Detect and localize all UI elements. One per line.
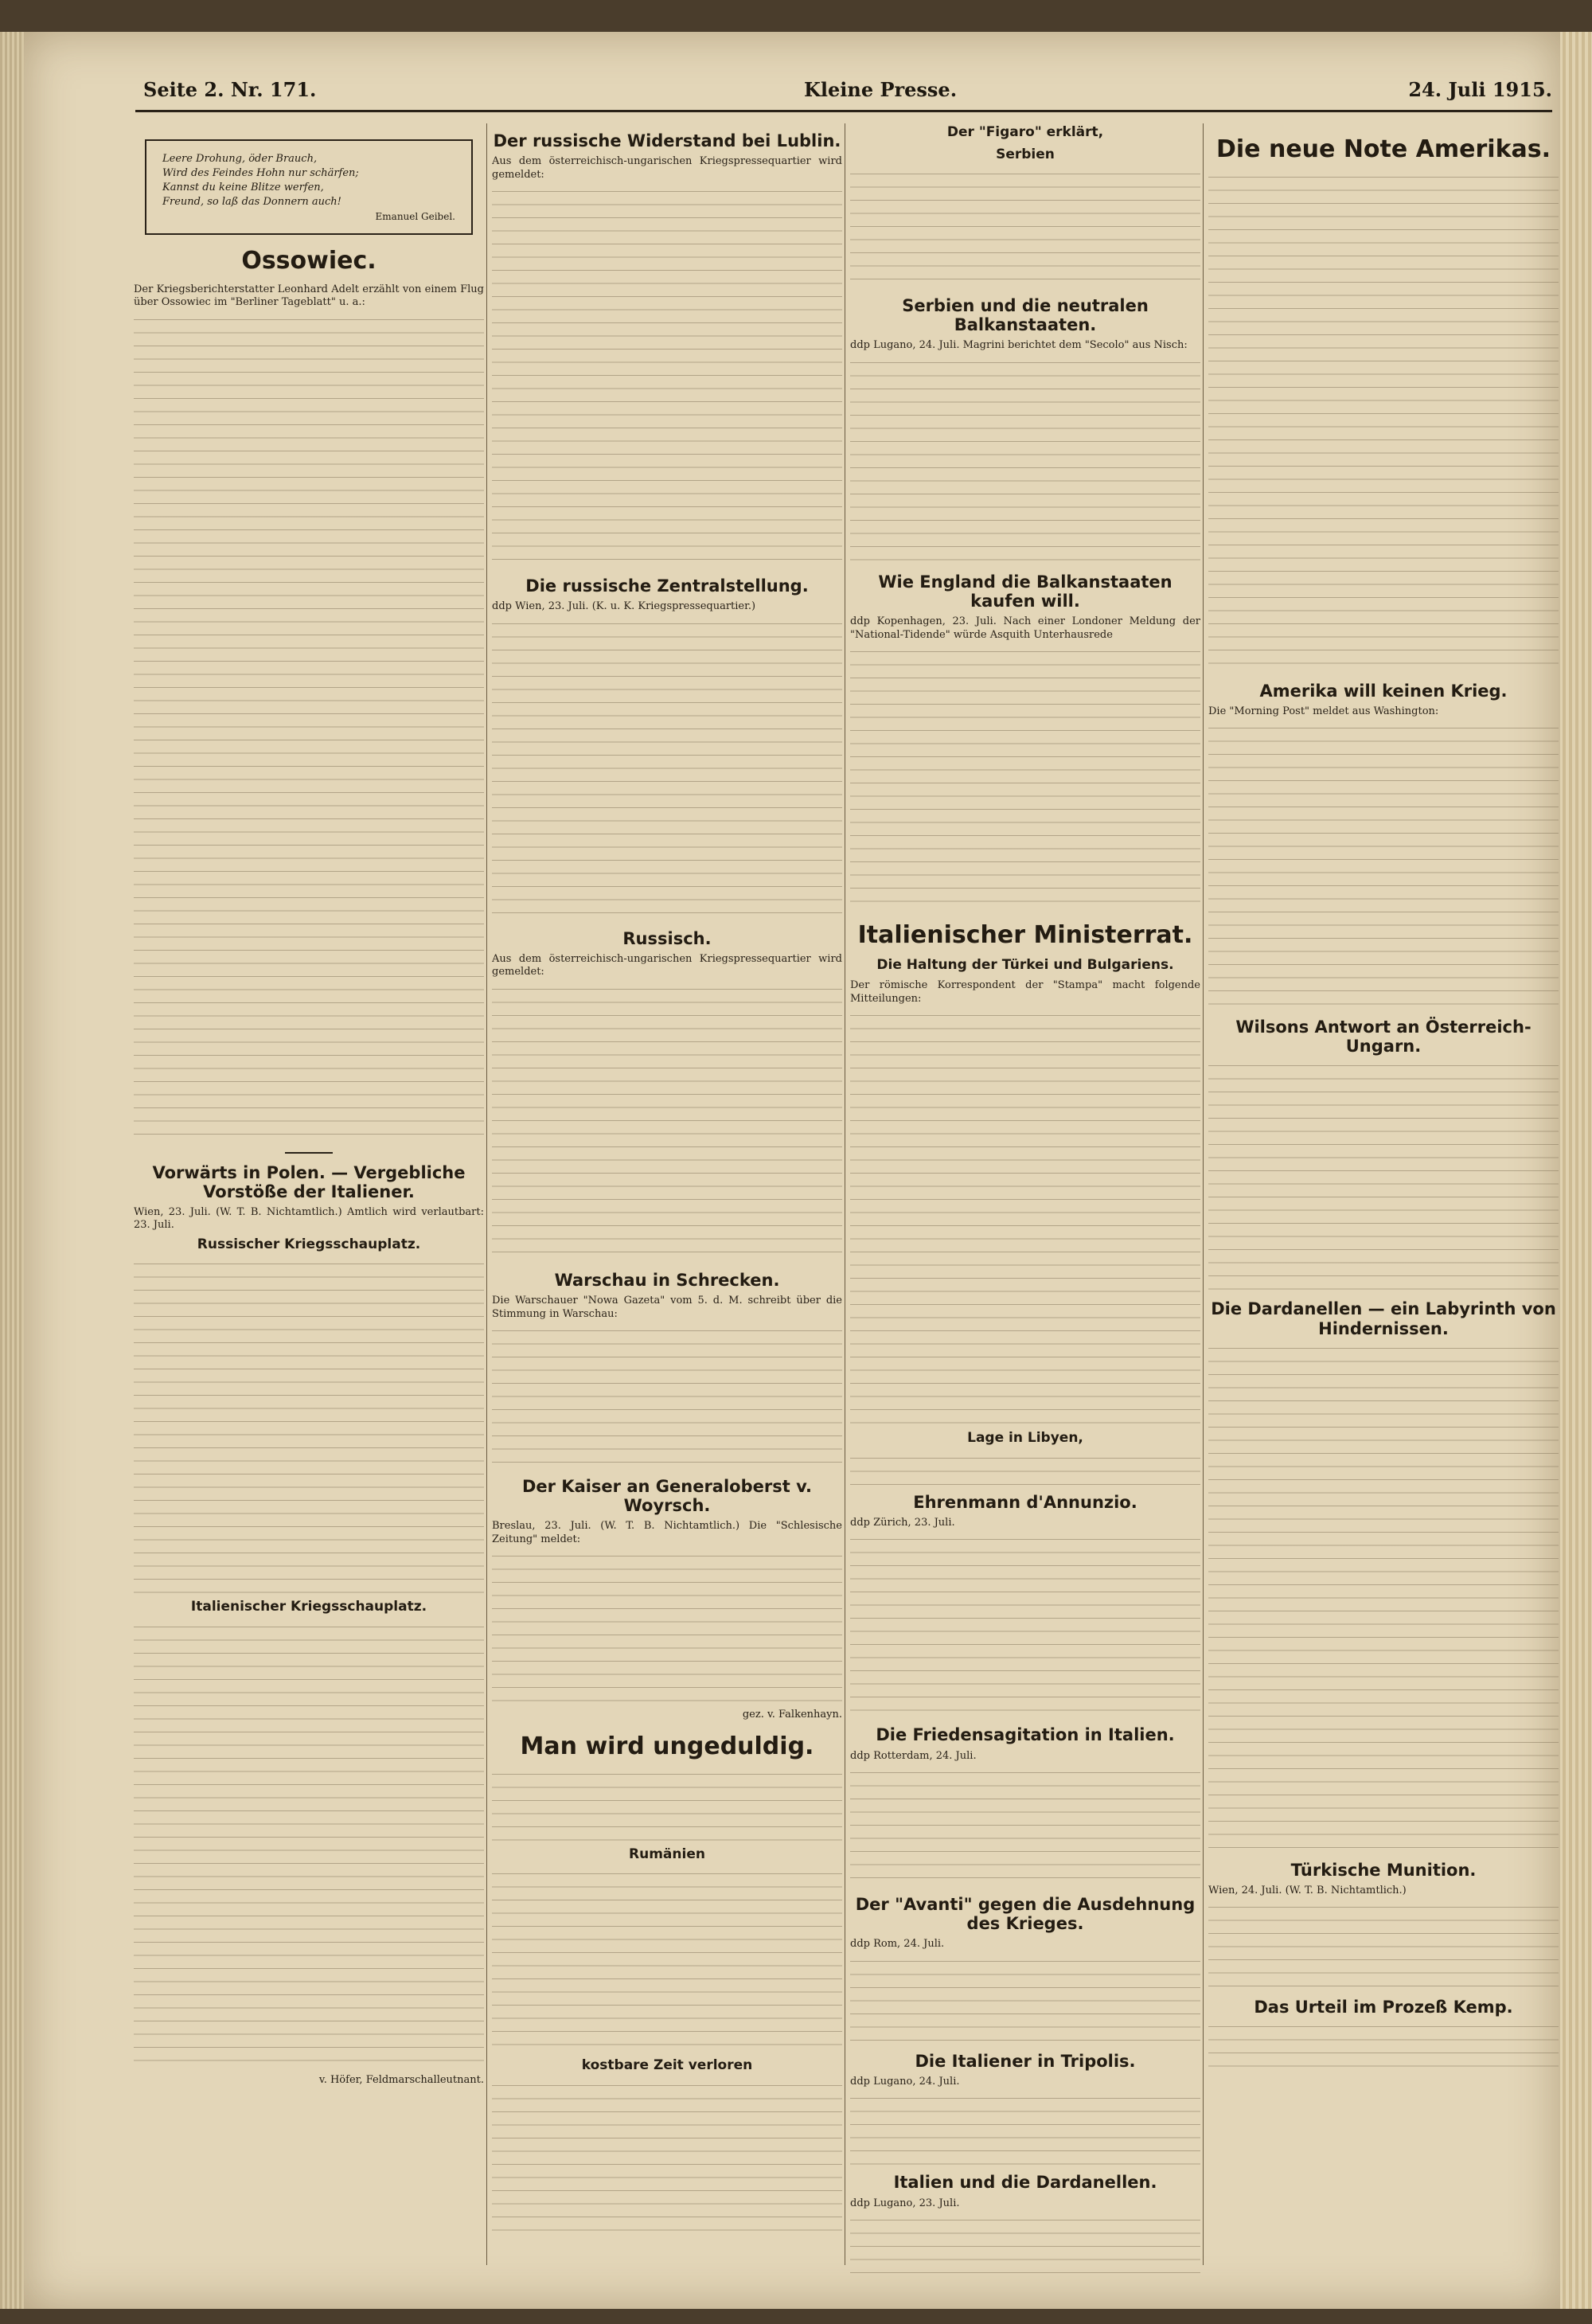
article-lead: Die Warschauer "Nowa Gazeta" vom 5. d. M. schreibt über die Stimmung in Warschau: [492,1295,842,1320]
article-dateline: ddp Rom, 24. Juli. [850,1938,945,1951]
article-lead: Der römische Korrespondent der "Stampa" macht folgende Mitteilungen: [850,979,1200,1005]
headline-ministerrat: Italienischer Ministerrat. [857,921,1193,950]
column-divider [486,123,487,2265]
headline-kein-krieg: Amerika will keinen Krieg. [1259,681,1508,701]
article-dateline: ddp Rotterdam, 24. Juli. [850,1749,977,1762]
masthead [143,78,1552,110]
article-dateline: ddp Lugano, 24. Juli. [850,2075,960,2088]
article-dateline: ddp Lugano, 24. Juli. Magrini berichtet dem "Secolo" aus Nisch: [850,339,1188,352]
article-body-text [850,2093,1200,2165]
subhead-serbien: Serbien [996,146,1055,162]
article-body-text [134,1259,484,1593]
article-body-text [1208,1060,1559,1291]
subhead-russischer-kriegsschauplatz: Russischer Kriegsschauplatz. [197,1236,421,1252]
signature: gez. v. Falkenhayn. [742,1709,842,1721]
article-body-text [1208,1343,1559,1853]
article-body-text [850,2215,1200,2273]
article-dateline: ddp Kopenhagen, 23. Juli. Nach einer Londoner Meldung der "National-Tidende" würde Asquith Unterhausrede [850,615,1200,641]
article-body-text [134,314,484,1142]
article-body-text [850,1453,1200,1485]
column-1 [134,123,484,2273]
headline-tripolis: Die Italiener in Tripolis. [915,2051,1136,2071]
column-2 [492,123,842,2273]
subhead-tuerkei-bulgarien: Die Haltung der Türkei und Bulgariens. [876,956,1174,973]
article-dateline: ddp Lugano, 23. Juli. [850,2197,960,2209]
headline-england: Wie England die Balkanstaaten kaufen will. [878,572,1173,611]
headline-zentralstellung: Die russische Zentralstellung. [525,576,809,596]
poem-line: Kannst du keine Blitze werfen, [162,182,324,193]
article-body-text [850,1956,1200,2044]
article-body-text [850,1010,1200,1424]
headline-note-amerikas: Die neue Note Amerikas. [1215,135,1551,163]
column-4 [1208,123,1559,2273]
article-body-text [492,619,842,921]
article-body-text [850,169,1200,288]
poem-line: Leere Drohung, öder Brauch, [162,153,318,165]
article-dateline: ddp Wien, 23. Juli. (K. u. K. Kriegspressequartier.) [492,600,756,613]
headline-wilson: Wilsons Antwort an Österreich-Ungarn. [1235,1017,1532,1057]
masthead-rule [135,110,1552,112]
headline-ossowiec: Ossowiec. [241,247,377,275]
subhead-kostbare-zeit: kostbare Zeit verloren [581,2057,753,2074]
article-body-text [850,646,1200,909]
article-body-text [850,357,1200,564]
column-divider [1203,123,1204,2265]
headline-russisch: Russisch. [622,928,712,948]
article-dateline: Wien, 23. Juli. (W. T. B. Nichtamtlich.) Amtlich wird verlautbart: 23. Juli. [134,1205,484,1232]
subhead-italienischer-kriegsschauplatz: Italienischer Kriegsschauplatz. [190,1599,427,1615]
headline-labyrinth: Die Dardanellen — ein Labyrinth von Hindernissen. [1211,1299,1556,1338]
article-body-text [492,186,842,568]
article-body-text [1208,723,1559,1010]
article-body-text [1208,2021,1559,2069]
article-lead: Aus dem österreichisch-ungarischen Kriegspressequartier wird gemeldet: [492,952,842,978]
headline-ungeduldig: Man wird ungeduldig. [520,1732,814,1761]
signature: v. Höfer, Feldmarschalleutnant. [318,2073,484,2086]
article-dateline: Breslau, 23. Juli. (W. T. B. Nichtamtlich.) Die "Schlesische Zeitung" meldet: [492,1520,842,1545]
separator-rule [285,1152,333,1154]
newspaper-title: Kleine Presse. [804,78,958,101]
article-body-text [492,1769,842,1841]
headline-avanti: Der "Avanti" gegen die Ausdehnung des Krieges. [855,1895,1196,1934]
subhead-rumaenien: Rumänien [629,1846,705,1862]
article-body-text [850,1534,1200,1717]
headline-dardanellen-italien: Italien und die Dardanellen. [893,2173,1157,2193]
poem-line: Wird des Feindes Hohn nur schärfen; [162,167,359,179]
poem-line: Freund, so laß das Donnern auch! [162,196,341,208]
article-lead: Die "Morning Post" meldet aus Washington: [1208,705,1439,717]
headline-kaiser: Der Kaiser an Generaloberst v. Woyrsch. [521,1477,813,1516]
next-page-edge-right [1556,32,1592,2309]
article-body-text [134,1622,484,2068]
article-body-text [492,2080,842,2240]
article-body-text [492,1326,842,1469]
article-body-text [1208,1902,1559,1990]
headline-polen: Vorwärts in Polen. — Vergebliche Vorstöße der Italiener. [152,1162,466,1201]
article-dateline: ddp Zürich, 23. Juli. [850,1516,955,1529]
headline-annunzio: Ehrenmann d'Annunzio. [913,1492,1137,1512]
article-body-text [1208,172,1559,674]
article-body-text [492,1869,842,2052]
headline-balkanstaaten: Serbien und die neutralen Balkanstaaten. [902,296,1149,335]
article-lead: Der Kriegsberichterstatter Leonhard Adelt erzählt von einem Flug über Ossowiec im "Berliner Tageblatt" u. a.: [134,283,484,308]
headline-tuerkische-munition: Türkische Munition. [1290,1860,1477,1880]
column-3 [850,123,1200,2273]
article-body-text [492,1551,842,1702]
headline-prozess-kemp: Das Urteil im Prozeß Kemp. [1254,1998,1513,2017]
headline-lublin: Der russische Widerstand bei Lublin. [493,131,841,150]
article-dateline: Wien, 24. Juli. (W. T. B. Nichtamtlich.) [1208,1884,1407,1896]
poem-author: Emanuel Geibel. [375,211,455,222]
article-lead: Aus dem österreichisch-ungarischen Kriegspressequartier wird gemeldet: [492,155,842,181]
headline-figaro: Der "Figaro" erklärt, [946,124,1104,140]
headline-friedensagitation: Die Friedensagitation in Italien. [876,1725,1175,1745]
article-body-text [850,1767,1200,1887]
page-number: Seite 2. Nr. 171. [143,78,317,101]
headline-warschau: Warschau in Schrecken. [554,1270,780,1290]
poem-box [145,139,473,235]
article-body-text [492,984,842,1263]
subhead-libyen: Lage in Libyen, [967,1430,1083,1447]
issue-date: 24. Juli 1915. [1408,78,1552,101]
